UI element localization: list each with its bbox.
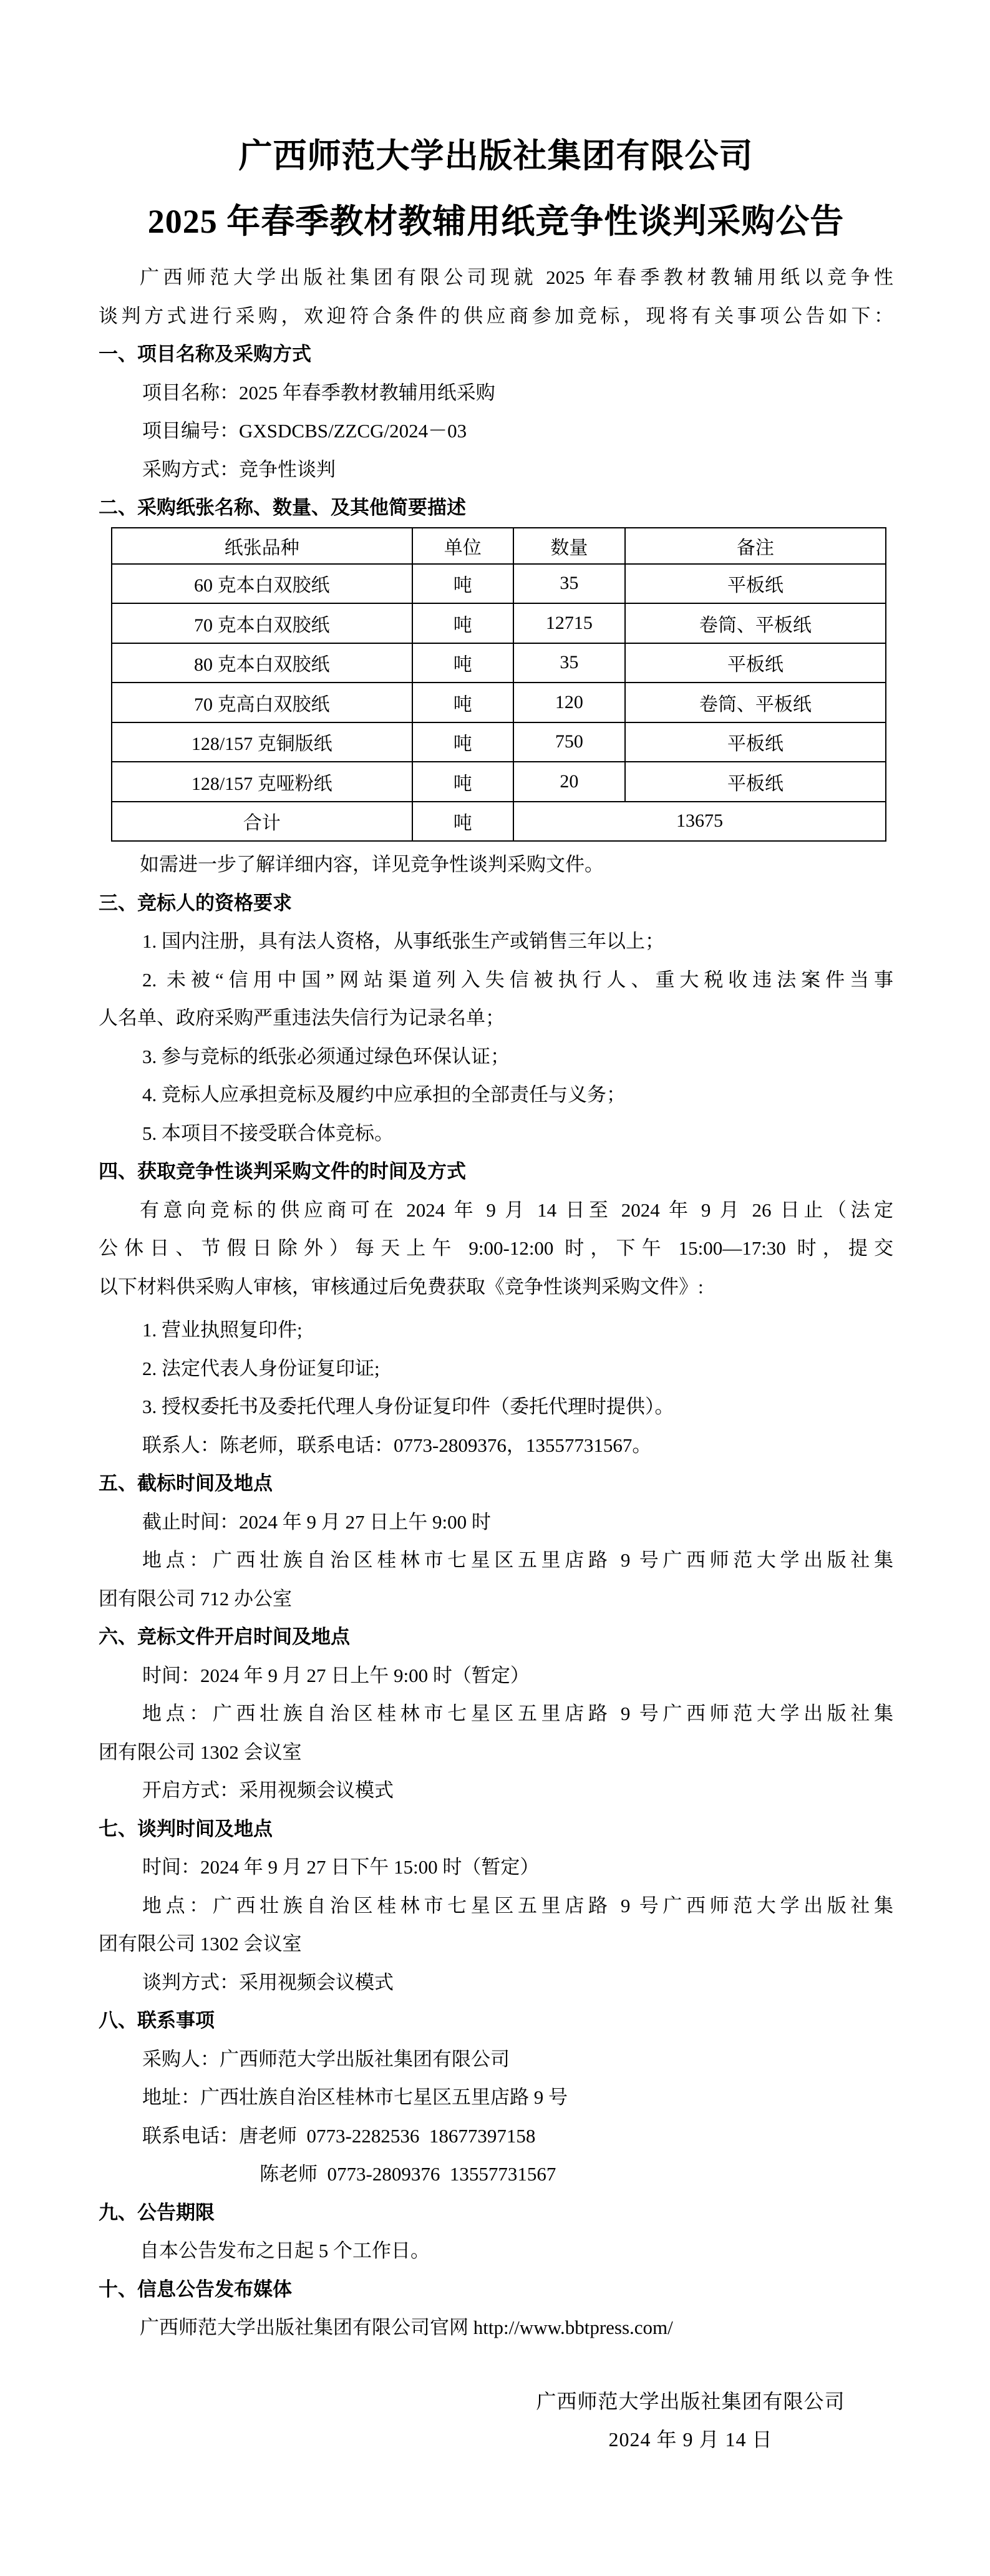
total-unit-cell: 吨 <box>412 802 514 842</box>
intro-paragraph-line: 广西师范大学出版社集团有限公司现就 2025 年春季教材教辅用纸以竞争性 <box>140 266 893 288</box>
quantity-cell: 35 <box>513 564 625 604</box>
project-name: 项目名称：2025 年春季教材教辅用纸采购 <box>142 381 495 404</box>
paper-name-cell: 60 克本白双胶纸 <box>112 564 412 604</box>
table-row <box>112 722 886 762</box>
publish-media: 广西师范大学出版社集团有限公司官网 http://www.bbtpress.com/ <box>140 2316 673 2338</box>
unit-cell: 吨 <box>412 643 514 683</box>
bid-deadline: 截止时间：2024 年 9 月 27 日上午 9:00 时 <box>142 1510 491 1533</box>
negotiation-time: 时间：2024 年 9 月 27 日下午 15:00 时（暂定） <box>142 1856 540 1878</box>
quantity-cell: 12715 <box>513 603 625 643</box>
intro-paragraph-line: 谈判方式进行采购，欢迎符合条件的供应商参加竞标，现将有关事项公告如下： <box>99 304 893 327</box>
section-4-heading: 四、获取竞争性谈判采购文件的时间及方式 <box>99 1160 466 1182</box>
paper-name-cell: 70 克高白双胶纸 <box>112 683 412 722</box>
table-row <box>112 643 886 683</box>
section-5-heading: 五、截标时间及地点 <box>99 1472 273 1494</box>
section-9-heading: 九、公告期限 <box>99 2201 215 2224</box>
total-quantity-cell: 13675 <box>513 802 886 842</box>
section-3-heading: 三、竞标人的资格要求 <box>99 892 292 914</box>
qualification-item: 3. 参与竞标的纸张必须通过绿色环保认证； <box>142 1045 510 1067</box>
total-label-cell: 合计 <box>112 802 412 842</box>
announcement-period: 自本公告发布之日起 5 个工作日。 <box>140 2240 430 2262</box>
table-header-paper-type: 纸张品种 <box>112 528 412 564</box>
document-title-subject: 2025 年春季教材教辅用纸竞争性谈判采购公告 <box>147 203 845 240</box>
opening-location-continuation: 团有限公司 1302 会议室 <box>99 1741 302 1763</box>
table-row <box>112 683 886 722</box>
remark-cell: 平板纸 <box>625 762 886 802</box>
document-obtain-paragraph-line: 公休日、节假日除外）每天上午 9:00-12:00 时，下午 15:00—17:30 时，提交 <box>99 1237 893 1259</box>
table-header-row <box>112 528 886 564</box>
table-header-unit: 单位 <box>412 528 514 564</box>
document-obtain-paragraph-line: 以下材料供采购人审核，审核通过后免费获取《竞争性谈判采购文件》: <box>99 1275 704 1298</box>
remark-cell: 卷筒、平板纸 <box>625 683 886 722</box>
unit-cell: 吨 <box>412 564 514 604</box>
project-number: 项目编号：GXSDCBS/ZZCG/2024－03 <box>142 420 467 442</box>
negotiation-location-continuation: 团有限公司 1302 会议室 <box>99 1933 302 1955</box>
unit-cell: 吨 <box>412 722 514 762</box>
document-title-company: 广西师范大学出版社集团有限公司 <box>238 137 754 175</box>
negotiation-mode: 谈判方式：采用视频会议模式 <box>142 1971 394 1993</box>
table-note: 如需进一步了解详细内容，详见竞争性谈判采购文件。 <box>140 853 604 875</box>
quantity-cell: 120 <box>513 683 625 722</box>
section-6-heading: 六、竞标文件开启时间及地点 <box>99 1626 350 1648</box>
section-8-heading: 八、联系事项 <box>99 2010 215 2031</box>
paper-name-cell: 80 克本白双胶纸 <box>112 643 412 683</box>
opening-time: 时间：2024 年 9 月 27 日上午 9:00 时（暂定） <box>142 1664 530 1686</box>
unit-cell: 吨 <box>412 683 514 722</box>
buyer-name: 采购人：广西师范大学出版社集团有限公司 <box>142 2048 510 2070</box>
paper-items-table <box>111 527 886 842</box>
remark-cell: 平板纸 <box>625 722 886 762</box>
required-material-item: 2. 法定代表人身份证复印证; <box>142 1357 380 1379</box>
document-content <box>0 124 990 2459</box>
quantity-cell: 20 <box>513 762 625 802</box>
qualification-item: 5. 本项目不接受联合体竞标。 <box>142 1122 394 1144</box>
section-7-heading: 七、谈判时间及地点 <box>99 1817 273 1840</box>
signature-company: 广西师范大学出版社集团有限公司 <box>536 2389 845 2413</box>
signature-block <box>525 2383 856 2459</box>
table-row <box>112 564 886 604</box>
contact-person-line: 联系人：陈老师，联系电话：0773-2809376，13557731567。 <box>142 1434 652 1456</box>
remark-cell: 平板纸 <box>625 564 886 604</box>
contact-phone-chen: 陈老师 0773-2809376 13557731567 <box>260 2163 556 2185</box>
opening-mode: 开启方式：采用视频会议模式 <box>142 1779 394 1801</box>
qualification-item: 1. 国内注册，具有法人资格，从事纸张生产或销售三年以上； <box>142 930 664 952</box>
qualification-item-continuation: 人名单、政府采购严重违法失信行为记录名单； <box>99 1007 505 1029</box>
remark-cell: 卷筒、平板纸 <box>625 603 886 643</box>
procurement-method: 采购方式：竞争性谈判 <box>142 458 336 480</box>
unit-cell: 吨 <box>412 762 514 802</box>
signature-date: 2024 年 9 月 14 日 <box>608 2428 773 2451</box>
paper-name-cell: 128/157 克铜版纸 <box>112 722 412 762</box>
bid-location-continuation: 团有限公司 712 办公室 <box>99 1587 292 1610</box>
table-header-quantity: 数量 <box>513 528 625 564</box>
qualification-item: 4. 竞标人应承担竞标及履约中应承担的全部责任与义务； <box>142 1084 626 1106</box>
buyer-address: 地址：广西壮族自治区桂林市七星区五里店路 9 号 <box>142 2086 568 2108</box>
negotiation-location-line: 地点：广西壮族自治区桂林市七星区五里店路 9 号广西师范大学出版社集 <box>142 1894 893 1917</box>
paper-name-cell: 70 克本白双胶纸 <box>112 603 412 643</box>
document-obtain-paragraph-line: 有意向竞标的供应商可在 2024 年 9 月 14 日至 2024 年 9 月 26 日止（法定 <box>140 1198 893 1221</box>
quantity-cell: 35 <box>513 643 625 683</box>
quantity-cell: 750 <box>513 722 625 762</box>
remark-cell: 平板纸 <box>625 643 886 683</box>
required-material-item: 1. 营业执照复印件; <box>142 1319 303 1341</box>
section-10-heading: 十、信息公告发布媒体 <box>99 2278 292 2300</box>
contact-phone-tang: 联系电话：唐老师 0773-2282536 18677397158 <box>142 2124 536 2147</box>
paper-name-cell: 128/157 克哑粉纸 <box>112 762 412 802</box>
table-total-row <box>112 802 886 842</box>
table-row <box>112 603 886 643</box>
section-2-heading: 二、采购纸张名称、数量、及其他简要描述 <box>99 497 466 518</box>
required-material-item: 3. 授权委托书及委托代理人身份证复印件（委托代理时提供）。 <box>142 1396 674 1417</box>
table-header-remark: 备注 <box>625 528 886 564</box>
table-row <box>112 762 886 802</box>
unit-cell: 吨 <box>412 603 514 643</box>
opening-location-line: 地点：广西壮族自治区桂林市七星区五里店路 9 号广西师范大学出版社集 <box>142 1703 893 1724</box>
qualification-item: 2. 未被“信用中国”网站渠道列入失信被执行人、重大税收违法案件当事 <box>142 968 893 991</box>
section-1-heading: 一、项目名称及采购方式 <box>99 343 311 365</box>
bid-location-line: 地点：广西壮族自治区桂林市七星区五里店路 9 号广西师范大学出版社集 <box>142 1549 893 1571</box>
